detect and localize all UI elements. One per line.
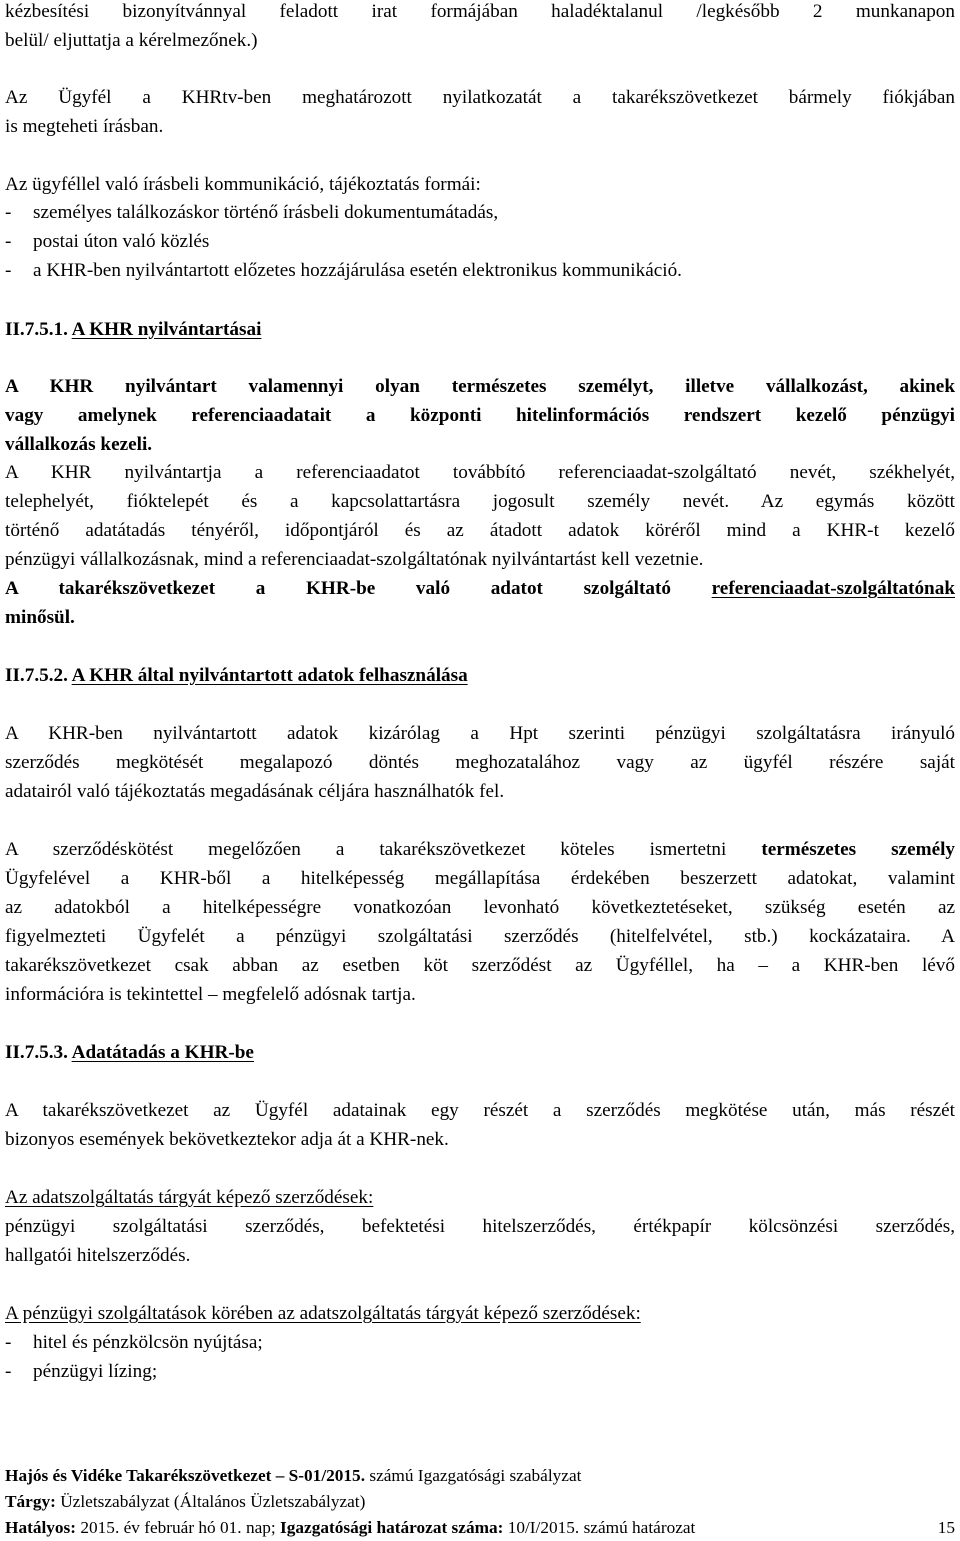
- footer-subject-line: [5, 1491, 955, 1513]
- paragraph-line: telephelyét, fióktelepét és a kapcsolattartásra jogosult személy nevét. Az egymás között: [5, 491, 955, 512]
- footer-effective-date: 2015. év február hó 01. nap;: [80, 1518, 276, 1537]
- list-dash: -: [5, 1332, 12, 1353]
- footer-org: Hajós és Vidéke Takarékszövetkezet – S-01/2015.: [5, 1466, 366, 1485]
- list-dash: -: [5, 202, 12, 223]
- paragraph-line: történő adatátadás tényéről, időpontjáról és az átadott adatok köréről mind a KHR-t kezelő: [5, 520, 955, 541]
- subheading-text: A pénzügyi szolgáltatások körében az adatszolgáltatás tárgyát képező szerződések:: [5, 1303, 641, 1324]
- section-heading: [5, 318, 955, 342]
- list-item: [5, 1360, 955, 1384]
- paragraph-line: hallgatói hitelszerződés.: [5, 1245, 191, 1266]
- footer-effective-line: [5, 1517, 955, 1539]
- paragraph-line: pénzügyi vállalkozásnak, mind a referenciaadat-szolgáltatónak nyilvántartást kell vezetnie.: [5, 549, 704, 570]
- subheading-underlined: [5, 1186, 955, 1210]
- paragraph-line: belül/ eljuttatja a kérelmezőnek.): [5, 30, 258, 51]
- section-number: II.7.5.3.: [5, 1042, 68, 1063]
- paragraph-line: [5, 577, 955, 601]
- paragraph-line: az adatokból a hitelképességre vonatkozóan levonható következtetéseket, szükség esetén az: [5, 897, 955, 918]
- section-title: Adatátadás a KHR-be: [71, 1042, 254, 1063]
- paragraph-line: bizonyos események bekövetkeztekor adja át a KHR-nek.: [5, 1129, 449, 1150]
- list-item-text: postai úton való közlés: [33, 231, 210, 252]
- list-item: [5, 1331, 955, 1355]
- paragraph-line: A KHR nyilvántartja a referenciaadatot továbbító referenciaadat-szolgáltató nevét, székhelyét,: [5, 462, 955, 483]
- section-heading: [5, 664, 955, 688]
- paragraph-line: információra is tekintettel – megfelelő adósnak tartja.: [5, 984, 416, 1005]
- footer-effective-label: Hatályos:: [5, 1518, 77, 1537]
- paragraph-line: kézbesítési bizonyítvánnyal feladott irat formájában haladéktalanul /legkésőbb 2 munkanapon: [5, 1, 955, 22]
- paragraph-line: takarékszövetkezet csak abban az esetben köt szerződést az Ügyféllel, ha – a KHR-ben lévő: [5, 955, 955, 976]
- list-dash: -: [5, 231, 12, 252]
- paragraph-line: szerződés megkötését megalapozó döntés meghozatalához vagy az ügyfél részére saját: [5, 752, 955, 773]
- paragraph-line: Az Ügyfél a KHRtv-ben meghatározott nyilatkozatát a takarékszövetkezet bármely fiókjában: [5, 87, 955, 108]
- qualification-text: A takarékszövetkezet a KHR-be való adatot szolgáltató: [5, 578, 671, 599]
- paragraph-line: figyelmezteti Ügyfelét a pénzügyi szolgáltatási szerződés (hitelfelvétel, stb.) kockázataira. A: [5, 926, 955, 947]
- page-number: 15: [937, 1518, 955, 1537]
- footer-subject: Üzletszabályzat (Általános Üzletszabályzat): [60, 1492, 366, 1511]
- list-item: [5, 259, 955, 283]
- footer-decision-num: 10/I/2015.: [507, 1518, 580, 1537]
- paragraph-line: pénzügyi szolgáltatási szerződés, befektetési hitelszerződés, értékpapír kölcsönzési szerződés,: [5, 1216, 955, 1237]
- subheading-text: Az adatszolgáltatás tárgyát képező szerződések:: [5, 1187, 374, 1208]
- paragraph-line: is megteheti írásban.: [5, 116, 164, 137]
- qualification-term: referenciaadat-szolgáltatónak: [711, 578, 955, 599]
- paragraph-line: Az ügyféllel való írásbeli kommunikáció, tájékoztatás formái:: [5, 174, 481, 195]
- paragraph-line: minősül.: [5, 607, 75, 628]
- section-title: A KHR nyilvántartásai: [71, 319, 262, 340]
- list-item-text: személyes találkozáskor történő írásbeli dokumentumátadás,: [33, 202, 499, 223]
- footer-subject-label: Tárgy:: [5, 1492, 56, 1511]
- footer-decision-label: Igazgatósági határozat száma:: [280, 1518, 504, 1537]
- section-title: A KHR által nyilvántartott adatok felhasználása: [71, 665, 468, 686]
- section-number: II.7.5.1.: [5, 319, 68, 340]
- list-dash: -: [5, 260, 12, 281]
- paragraph-line: adatairól való tájékoztatás megadásának céljára használhatók fel.: [5, 781, 505, 802]
- list-item-text: a KHR-ben nyilvántartott előzetes hozzájárulása esetén elektronikus kommunikáció.: [33, 260, 682, 281]
- list-item-text: pénzügyi lízing;: [33, 1361, 158, 1382]
- section-heading: [5, 1041, 955, 1065]
- subheading-underlined: [5, 1302, 955, 1326]
- list-item: [5, 230, 955, 254]
- paragraph-line: A KHR nyilvántart valamennyi olyan természetes személyt, illetve vállalkozást, akinek: [5, 376, 955, 397]
- footer-decision-suffix: számú határozat: [583, 1518, 696, 1537]
- paragraph-line: A takarékszövetkezet az Ügyfél adatainak egy részét a szerződés megkötése után, más részét: [5, 1100, 955, 1121]
- list-dash: -: [5, 1361, 12, 1382]
- paragraph-line: vagy amelynek referenciaadatait a központi hitelinformációs rendszert kezelő pénzügyi: [5, 405, 955, 426]
- emphasis-text: természetes személy: [761, 839, 956, 860]
- list-item-text: hitel és pénzkölcsön nyújtása;: [33, 1332, 263, 1353]
- section-number: II.7.5.2.: [5, 665, 68, 686]
- paragraph-line: vállalkozás kezeli.: [5, 434, 153, 455]
- paragraph-line: Ügyfelével a KHR-ből a hitelképesség megállapítása érdekében beszerzett adatokat, valamint: [5, 868, 955, 889]
- obligation-text: A szerződéskötést megelőzően a takarékszövetkezet köteles ismertetni: [5, 839, 727, 860]
- footer-org-line: [5, 1465, 955, 1487]
- list-item: [5, 201, 955, 225]
- paragraph-line: A KHR-ben nyilvántartott adatok kizárólag a Hpt szerinti pénzügyi szolgáltatásra irányuló: [5, 723, 955, 744]
- paragraph-line: [5, 838, 955, 862]
- footer-org-suffix: számú Igazgatósági szabályzat: [369, 1466, 582, 1485]
